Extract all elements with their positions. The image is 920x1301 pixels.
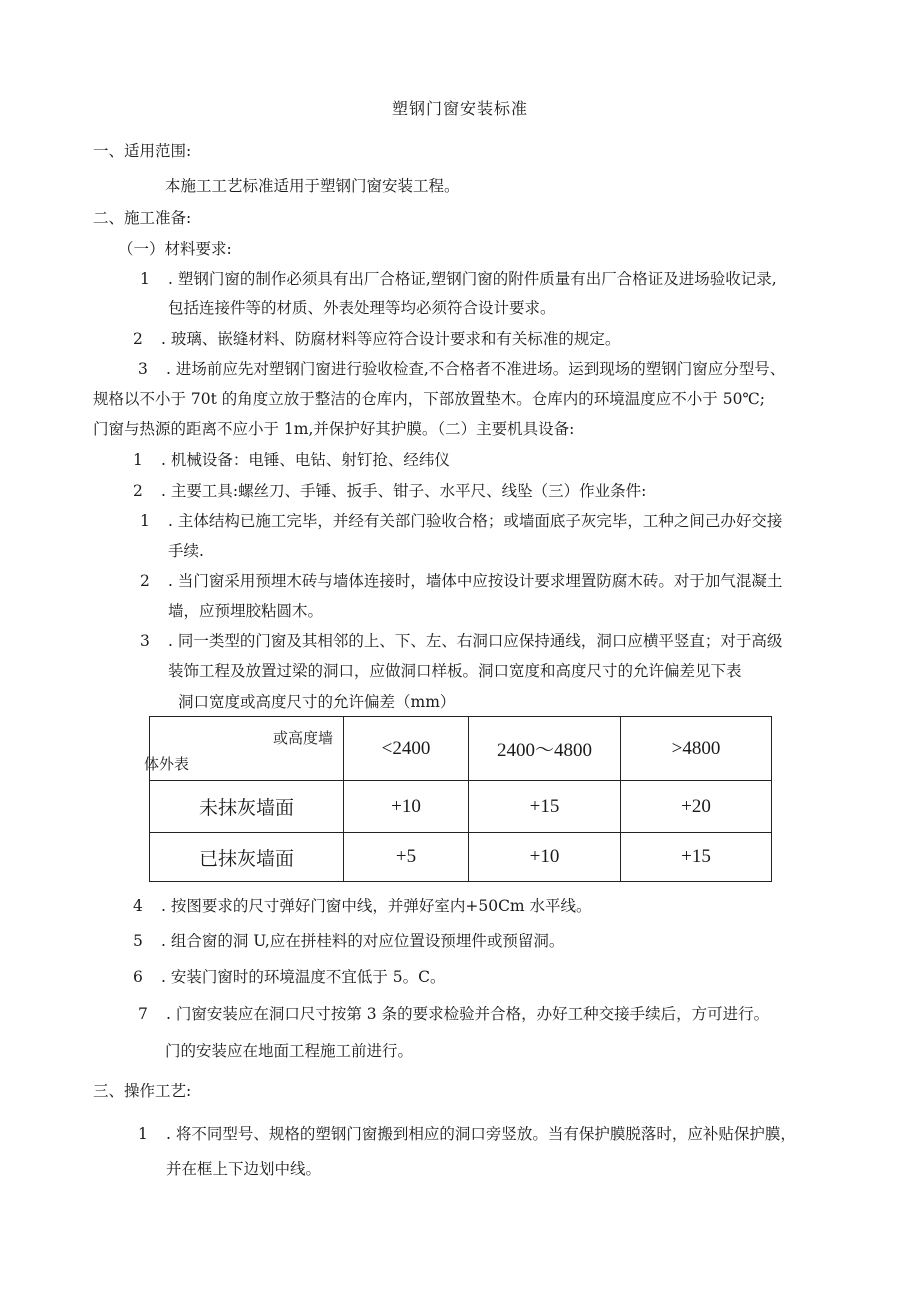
condition-item-2-cont: 墙，应预埋胶粘圆木。 bbox=[168, 602, 324, 620]
item-number: 5 bbox=[133, 932, 143, 950]
item-text: . 进场前应先对塑钢门窗进行验收检查,不合格者不准进场。运到现场的塑钢门窗应分型号、 bbox=[166, 360, 786, 378]
table-caption: 洞口宽度或高度尺寸的允许偏差（mm） bbox=[178, 693, 456, 711]
corner-top-label: 或高度墙 bbox=[272, 731, 333, 747]
table-corner-cell bbox=[144, 717, 344, 781]
item-text: . 当门窗采用预埋木砖与墙体连接时，墙体中应按设计要求埋置防腐木砖。对于加气混凝土 bbox=[168, 572, 783, 590]
item-text: . 安装门窗时的环境温度不宜低于 5。C。 bbox=[161, 968, 446, 986]
item-text: . 门窗安装应在洞口尺寸按第 3 条的要求检验并合格，办好工种交接手续后，方可进行。 bbox=[166, 1005, 770, 1023]
item-text: . 主体结构已施工完毕，并经有关部门验收合格；或墙面底子灰完毕，工种之间己办好交接 bbox=[168, 512, 783, 530]
item-text: . 机械设备：电锤、电钻、射钉抢、经纬仪 bbox=[161, 451, 450, 469]
table-cell: +15 bbox=[621, 833, 772, 882]
table-header-row bbox=[150, 717, 772, 781]
item-number: 1 bbox=[140, 270, 150, 288]
section-2-heading: 二、施工准备: bbox=[93, 209, 192, 227]
table-cell: +10 bbox=[344, 781, 469, 833]
operation-item-1-cont: 并在框上下边划中线。 bbox=[166, 1160, 322, 1178]
item-number: 1 bbox=[133, 451, 143, 469]
materials-item-1-cont: 包括连接件等的材质、外表处理等均必须符合设计要求。 bbox=[168, 299, 556, 317]
item-number: 3 bbox=[138, 360, 148, 378]
table-cell: +5 bbox=[344, 833, 469, 882]
item-text: . 按图要求的尺寸弹好门窗中线，并弹好室内+50Cm 水平线。 bbox=[161, 897, 592, 915]
column-header: 2400～4800 bbox=[469, 717, 621, 781]
section-1-text: 本施工工艺标准适用于塑钢门窗安装工程。 bbox=[165, 177, 460, 195]
table-row bbox=[150, 833, 772, 882]
section-3-heading: 三、操作工艺: bbox=[93, 1082, 192, 1100]
item-number: 6 bbox=[133, 968, 143, 986]
condition-item-3 bbox=[140, 630, 782, 652]
item-text: . 同一类型的门窗及其相邻的上、下、左、右洞口应保持通线，洞口应横平竖直；对于高级 bbox=[168, 632, 783, 650]
section-1-heading: 一、适用范围: bbox=[93, 142, 192, 160]
item-number: 4 bbox=[133, 897, 143, 915]
table-row bbox=[150, 781, 772, 833]
table-cell: +15 bbox=[469, 781, 621, 833]
column-header: <2400 bbox=[344, 717, 469, 781]
equipment-item-1 bbox=[133, 449, 450, 471]
condition-item-6 bbox=[133, 966, 446, 988]
column-header: >4800 bbox=[621, 717, 772, 781]
equipment-item-2 bbox=[133, 480, 646, 502]
materials-item-2 bbox=[133, 328, 620, 350]
item-number: 1 bbox=[140, 512, 150, 530]
subsection-materials: （一）材料要求: bbox=[118, 240, 232, 258]
item-number: 2 bbox=[133, 330, 143, 348]
condition-item-1-cont: 手续. bbox=[168, 542, 204, 560]
condition-item-2 bbox=[140, 570, 782, 592]
condition-item-5 bbox=[133, 930, 564, 952]
item-text: . 玻璃、嵌缝材料、防腐材料等应符合设计要求和有关标准的规定。 bbox=[161, 330, 621, 348]
row-label: 已抹灰墙面 bbox=[150, 833, 344, 882]
item-text: . 将不同型号、规格的塑钢门窗搬到相应的洞口旁竖放。当有保护膜脱落时，应补贴保护膜， bbox=[166, 1125, 796, 1143]
condition-item-1 bbox=[140, 510, 782, 532]
corner-bottom-label: 体外表 bbox=[144, 757, 190, 773]
item-number: 2 bbox=[140, 572, 150, 590]
item-text: . 主要工具:螺丝刀、手锤、扳手、钳子、水平尺、线坠（三）作业条件: bbox=[161, 482, 647, 500]
condition-item-7 bbox=[138, 1003, 769, 1025]
item-number: 1 bbox=[138, 1125, 148, 1143]
materials-item-3 bbox=[138, 358, 785, 380]
condition-item-4 bbox=[133, 895, 592, 917]
table-cell: +10 bbox=[469, 833, 621, 882]
condition-item-7-cont: 门的安装应在地面工程施工前进行。 bbox=[165, 1042, 414, 1060]
deviation-table bbox=[144, 716, 772, 882]
materials-item-1 bbox=[140, 268, 777, 290]
table-cell: +20 bbox=[621, 781, 772, 833]
condition-item-3-cont: 装饰工程及放置过梁的洞口，应做洞口样板。洞口宽度和高度尺寸的允许偏差见下表 bbox=[168, 662, 742, 680]
item-text: . 组合窗的洞 U,应在拼桂料的对应位置设预埋件或预留洞。 bbox=[161, 932, 565, 950]
page-title: 塑钢门窗安装标准 bbox=[392, 99, 529, 118]
row-label: 未抹灰墙面 bbox=[150, 781, 344, 833]
item-number: 7 bbox=[138, 1005, 148, 1023]
operation-item-1 bbox=[138, 1123, 796, 1145]
item-number: 3 bbox=[140, 632, 150, 650]
item-number: 2 bbox=[133, 482, 143, 500]
item-text: . 塑钢门窗的制作必须具有出厂合格证,塑钢门窗的附件质量有出厂合格证及进场验收记录, bbox=[168, 270, 777, 288]
materials-item-3-cont-2: 门窗与热源的距离不应小于 1m,并保护好其护膜。（二）主要机具设备: bbox=[93, 420, 575, 438]
materials-item-3-cont-1: 规格以不小于 70t 的角度立放于整洁的仓库内，下部放置垫木。仓库内的环境温度应不小于 50℃; bbox=[93, 390, 766, 408]
